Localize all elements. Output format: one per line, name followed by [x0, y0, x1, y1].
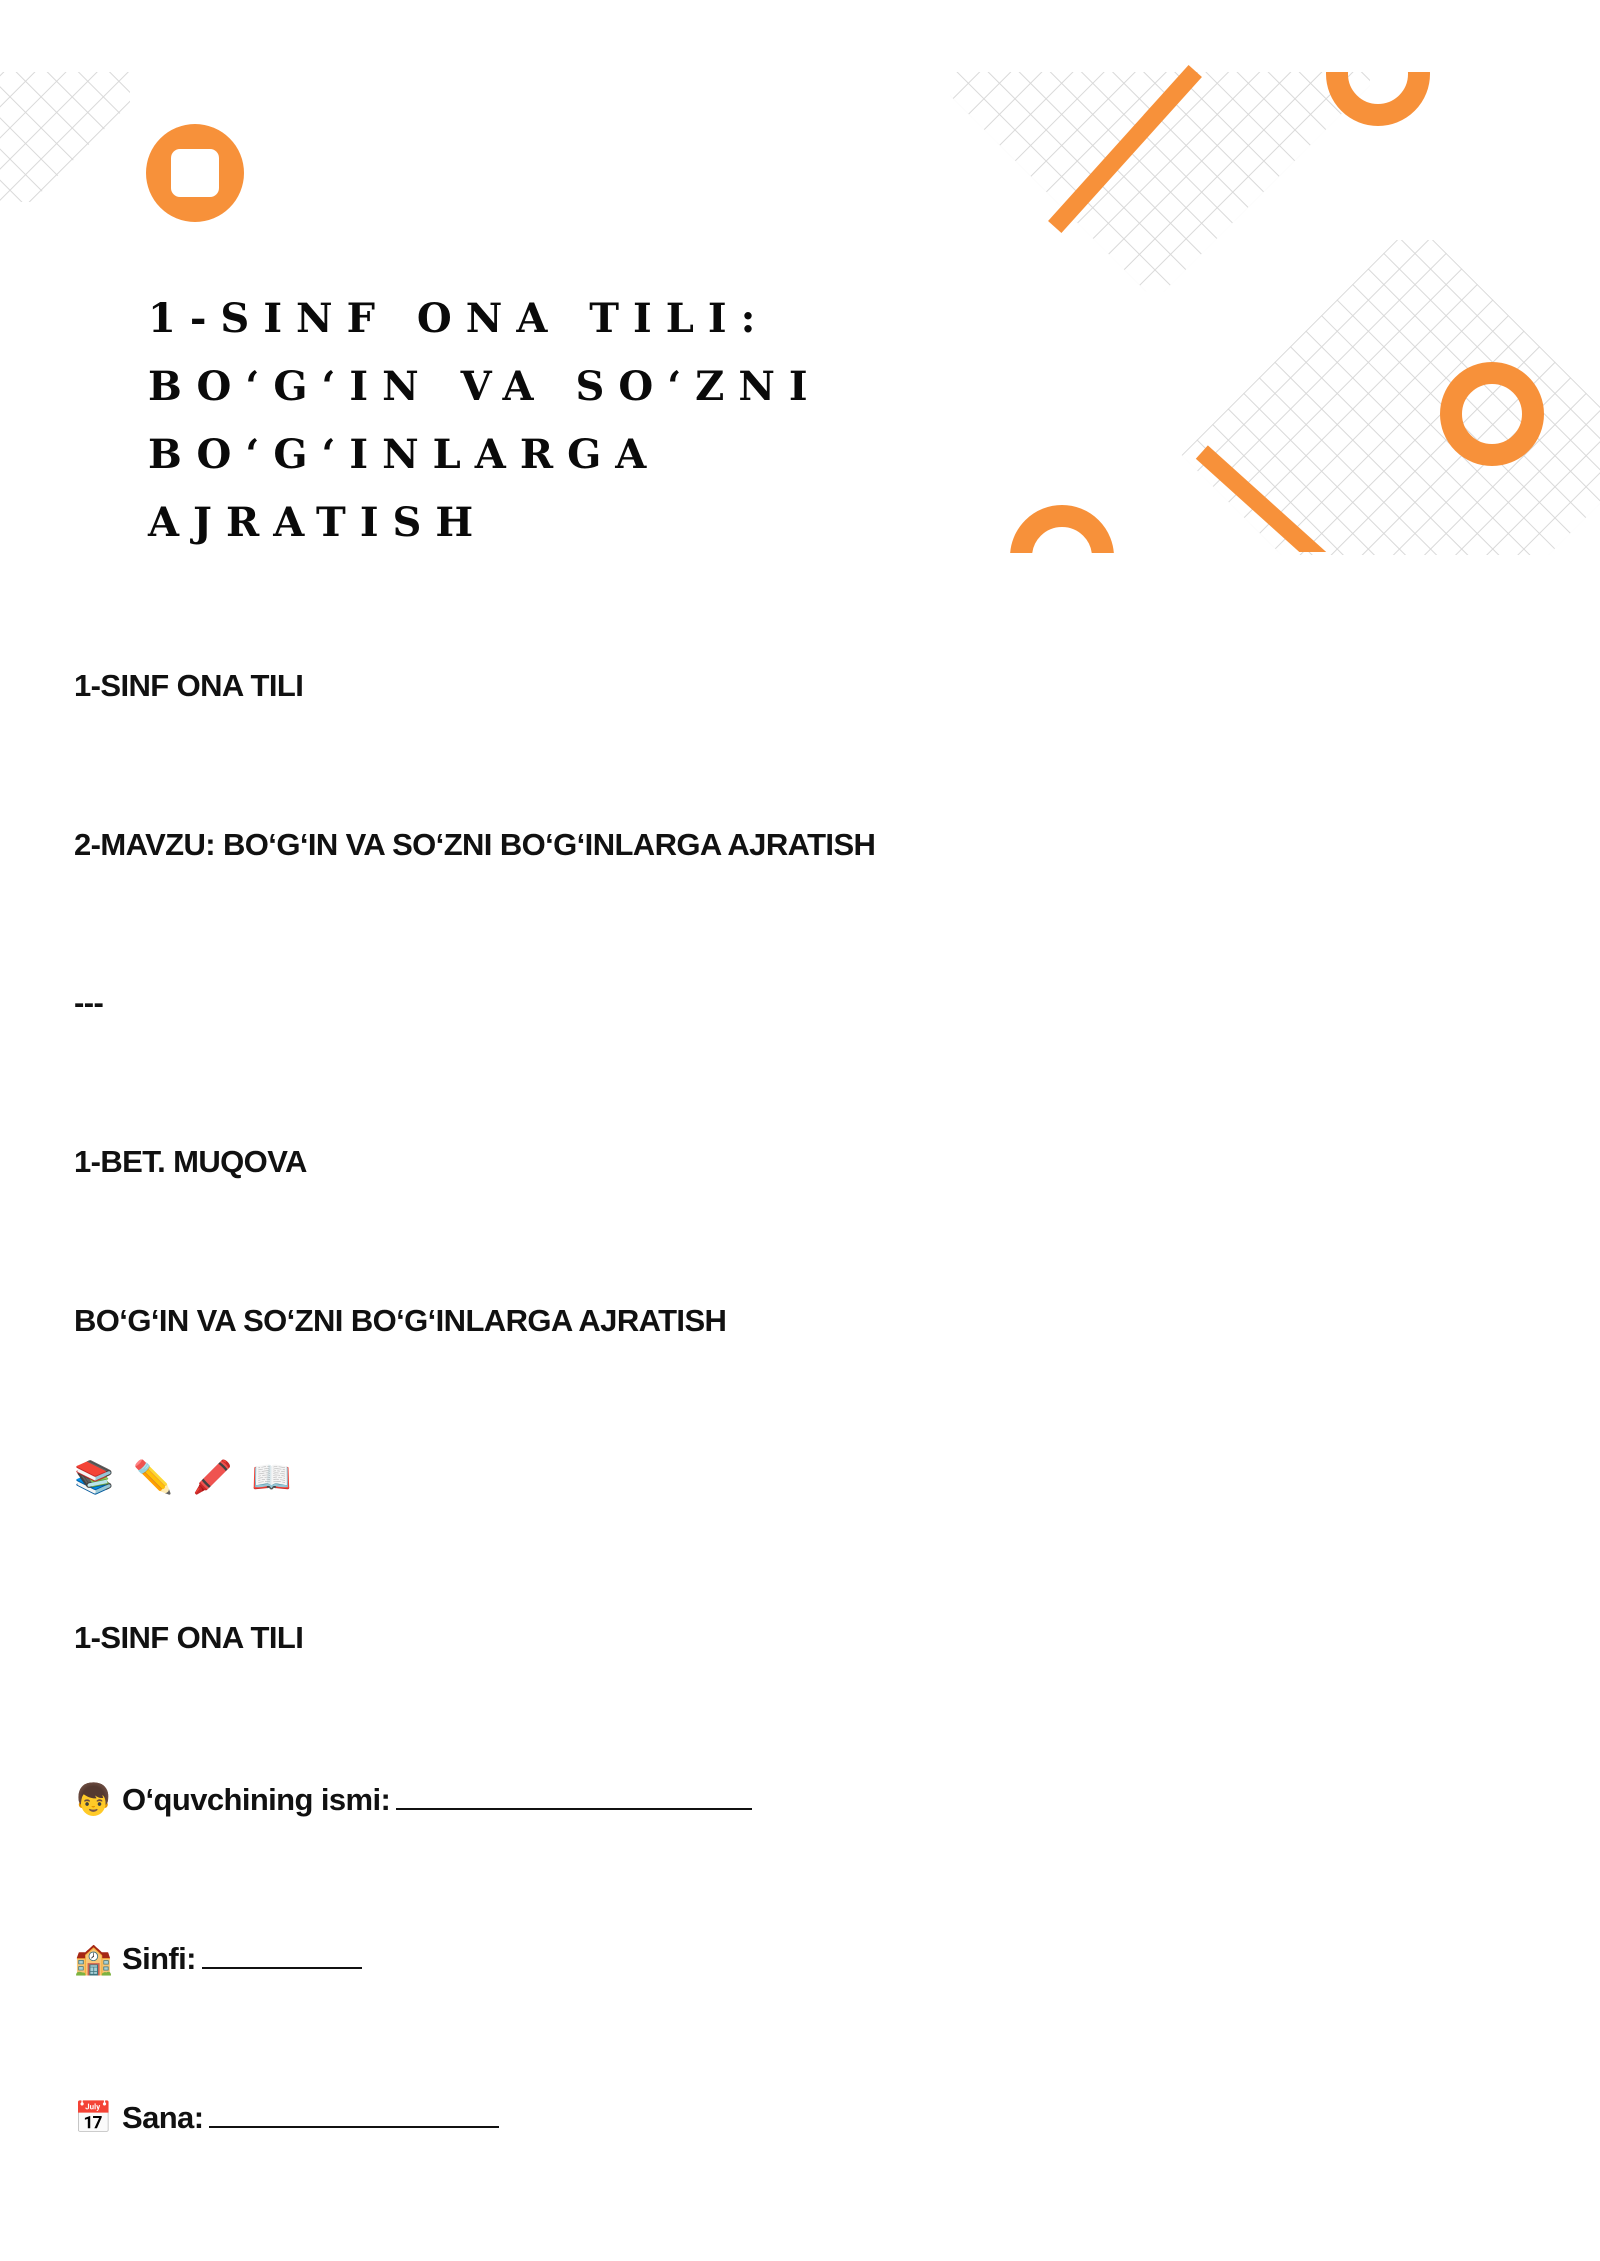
student-name-field[interactable] [396, 1778, 752, 1810]
open-book-icon: 📖 [251, 1459, 292, 1495]
class-field[interactable] [202, 1937, 362, 1969]
topic-line: 2-MAVZU: BO‘G‘IN VA SO‘ZNI BO‘G‘INLARGA AJRATISH [74, 827, 876, 862]
class-label: Sinfi: [122, 1941, 196, 1976]
page-label: 1-BET. MUQOVA [74, 1144, 307, 1179]
cover-topic-line: BO‘G‘IN VA SO‘ZNI BO‘G‘INLARGA AJRATISH [74, 1303, 727, 1338]
grid-pattern-top-left [0, 72, 130, 202]
orange-badge-icon [146, 124, 244, 222]
crayon-icon: 🖍️ [192, 1459, 232, 1495]
emoji-row [74, 1458, 303, 1496]
subject-line: 1-SINF ONA TILI [74, 668, 304, 703]
student-name-label: O‘quvchining ismi: [122, 1782, 391, 1817]
date-field[interactable] [209, 2096, 499, 2128]
school-icon: 🏫 [74, 1941, 112, 1977]
subject-line-repeat: 1-SINF ONA TILI [74, 1620, 304, 1655]
class-row [74, 1937, 362, 1977]
calendar-icon: 📅 [74, 2100, 112, 2136]
orange-half-ring-bottom [1010, 505, 1114, 553]
student-icon: 👦 [74, 1782, 112, 1818]
page-title: 1-SINF ONA TILI: BO‘G‘IN VA SO‘ZNI BO‘G‘INLARGA AJRATISH [148, 295, 822, 546]
books-icon: 📚 [74, 1459, 114, 1495]
orange-diagonal-bar-bottom-wrap [1190, 440, 1350, 552]
orange-ring-right [1440, 362, 1544, 466]
separator-line: --- [74, 985, 104, 1020]
pencil-icon: ✏️ [133, 1459, 173, 1495]
date-row [74, 2096, 499, 2136]
orange-half-ring-top [1326, 72, 1430, 127]
date-label: Sana: [122, 2100, 204, 2135]
student-name-row [74, 1778, 752, 1818]
